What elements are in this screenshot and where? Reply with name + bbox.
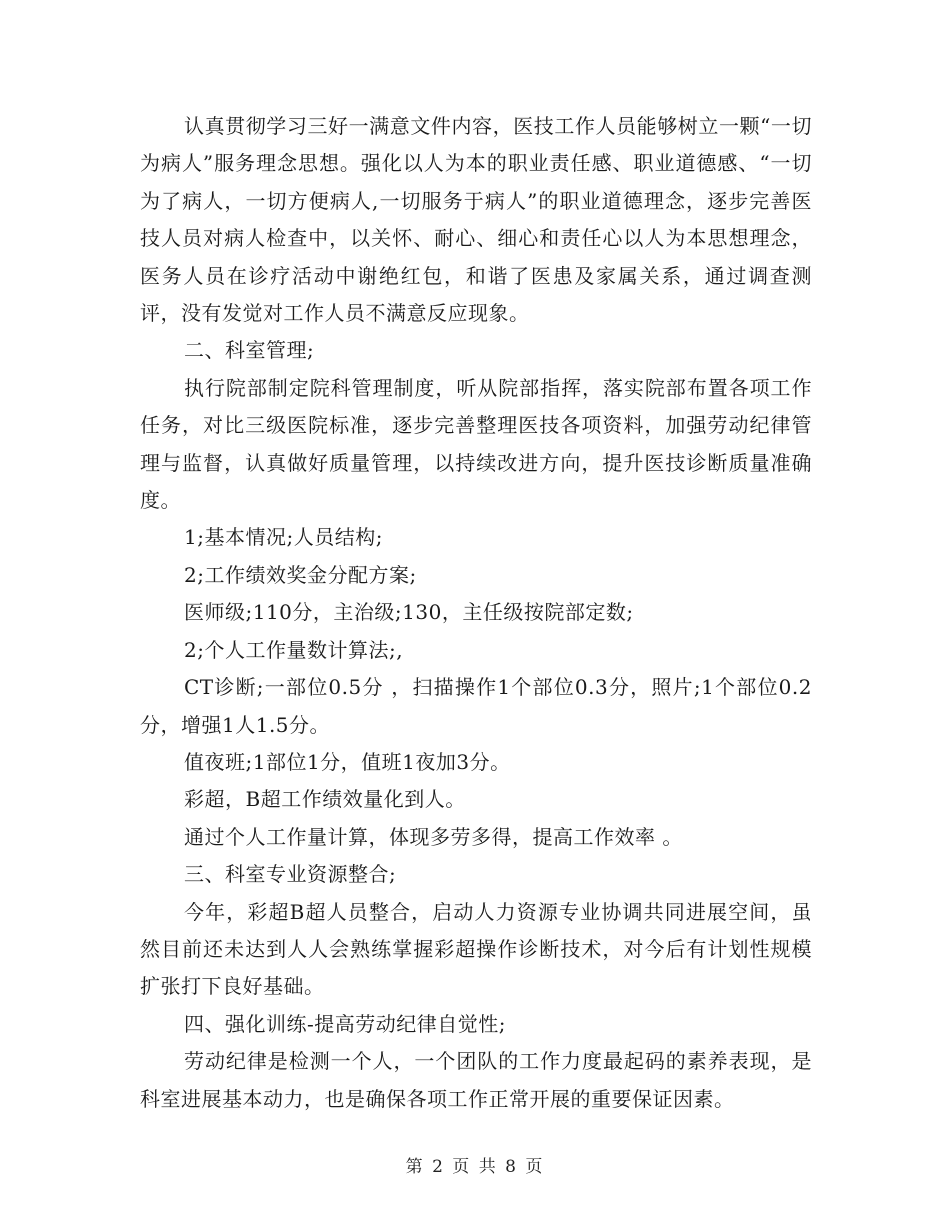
section-heading: 四、强化训练-提高劳动纪律自觉性; bbox=[184, 1011, 506, 1036]
paragraph: CT诊断;一部位0.5分 ，扫描操作1个部位0.3分，照片;1个部位0.2分，增强1人1.5分。 bbox=[140, 675, 812, 737]
section-heading: 三、科室专业资源整合; bbox=[184, 862, 397, 887]
paragraph: 通过个人工作量计算，体现多劳多得，提高工作效率 。 bbox=[184, 824, 683, 849]
paragraph: 今年，彩超B超人员整合，启动人力资源专业协调共同进展空间，虽然目前还未达到人人会熟练掌握彩超操作诊断技术，对今后有计划性规模扩张打下良好基础。 bbox=[140, 899, 812, 999]
paragraph: 认真贯彻学习三好一满意文件内容，医技工作人员能够树立一颗“一切为病人”服务理念思想。强化以人为本的职业责任感、职业道德感、“一切为了病人，一切方便病人,一切服务于病人”的职业道德理念，逐步完善医技人员对病人检查中，以关怀、耐心、细心和责任心以人为本思想理念，医务人员在诊疗活动中谢绝红包，和谐了医患及家属关系，通过调查测评，没有发觉对工作人员不满意反应现象。 bbox=[140, 114, 812, 326]
list-item: 1;基本情况;人员结构; bbox=[184, 525, 383, 550]
document-body bbox=[140, 108, 812, 1118]
paragraph: 彩超，B超工作绩效量化到人。 bbox=[184, 787, 466, 812]
paragraph: 值夜班;1部位1分，值班1夜加3分。 bbox=[184, 749, 511, 774]
paragraph: 执行院部制定院科管理制度，听从院部指挥，落实院部布置各项工作任务，对比三级医院标准，逐步完善整理医技各项资料，加强劳动纪律管理与监督，认真做好质量管理，以持续改进方向，提升医技诊断质量准确度。 bbox=[140, 375, 812, 513]
list-item: 2;个人工作量数计算法;, bbox=[184, 637, 404, 662]
list-item: 医师级;110分，主治级;130，主任级按院部定数; bbox=[184, 600, 634, 625]
page-number-footer: 第 2 页 共 8 页 bbox=[405, 1157, 545, 1177]
paragraph: 劳动纪律是检测一个人，一个团队的工作力度最起码的素养表现，是科室进展基本动力，也是确保各项工作正常开展的重要保证因素。 bbox=[140, 1049, 812, 1111]
section-heading: 二、科室管理; bbox=[184, 338, 315, 363]
list-item: 2;工作绩效奖金分配方案; bbox=[184, 562, 417, 587]
